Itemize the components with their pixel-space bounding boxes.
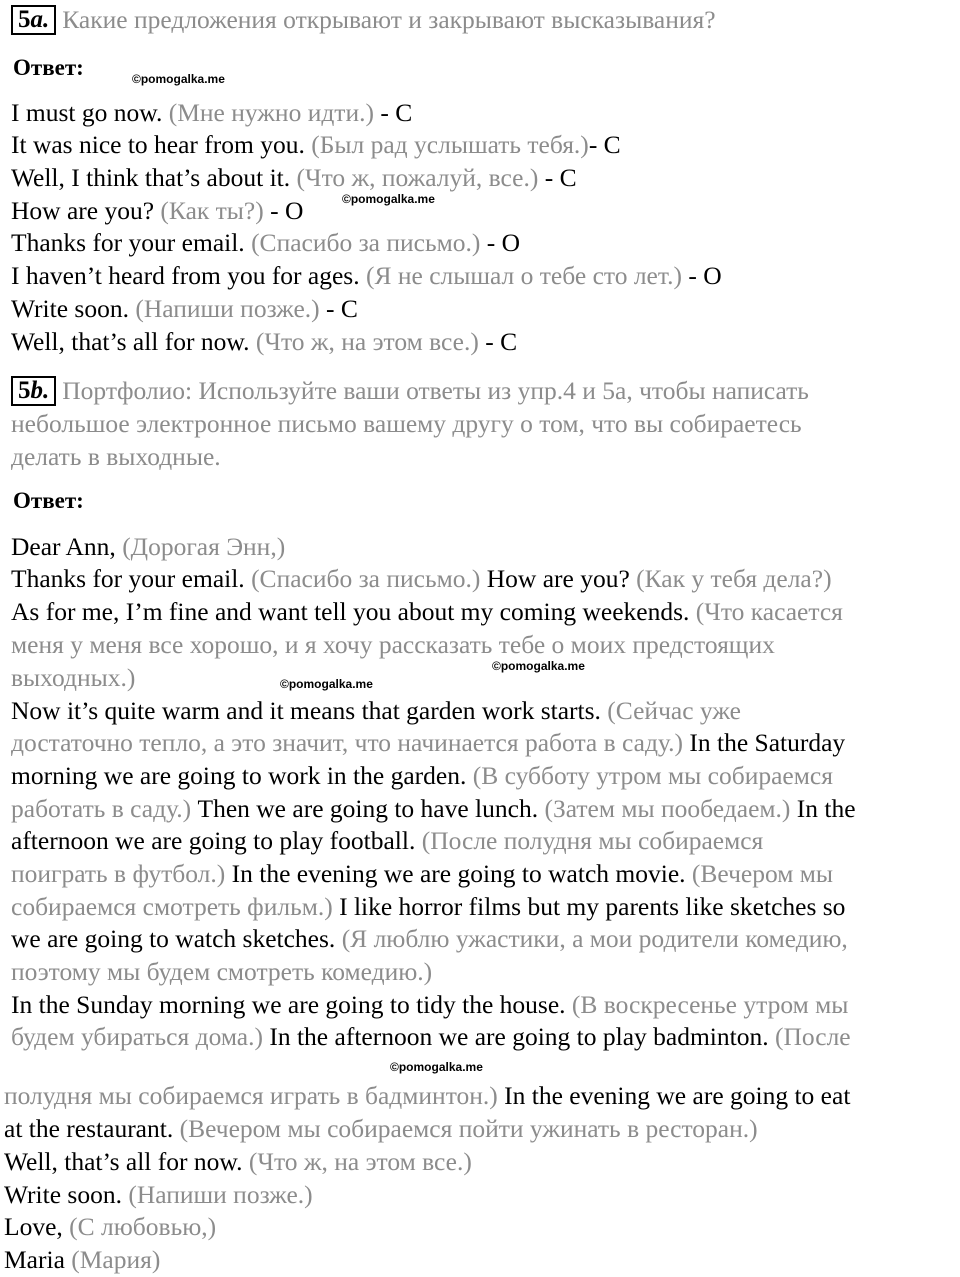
letter-line: будем убираться дома.) In the afternoon we are going to play badminton. (После [11, 1022, 851, 1051]
english-phrase: Thanks for your email. [11, 228, 245, 257]
letter-line: Well, that’s all for now. (Что ж, на этом все.) [4, 1147, 472, 1176]
exercise-5b-instruction-line: небольшое электронное письмо вашему другу о том, что вы собираетесь [11, 409, 802, 438]
letter-line: Thanks for your email. (Спасибо за письмо.) How are you? (Как у тебя дела?) [11, 564, 832, 593]
watermark: ©pomogalka.me [492, 659, 585, 673]
english-phrase: Write soon. [11, 294, 129, 323]
answer-line [11, 97, 412, 129]
russian-translation: (Был рад услышать тебя.) [311, 130, 589, 159]
answer-line [11, 162, 577, 194]
letter-line: поэтому мы будем смотреть комедию.) [11, 957, 433, 986]
english-phrase: Well, I think that’s about it. [11, 163, 291, 192]
exercise-5b-instruction-line: делать в выходные. [11, 442, 221, 471]
letter-line: собираемся смотреть фильм.) I like horror films but my parents like sketches so [11, 892, 846, 921]
open-close-mark: - O [681, 261, 722, 290]
open-close-mark: - O [263, 196, 304, 225]
letter-line: Maria (Мария) [4, 1245, 161, 1274]
letter-line: afternoon we are going to play football. (После полудня мы собираемся [11, 826, 764, 855]
exercise-5b-instruction-line: Портфолио: Используйте ваши ответы из упр.4 и 5a, чтобы написать [62, 376, 809, 405]
exercise-5b-tag: 5b. [11, 376, 56, 406]
exercise-5a-instruction: Какие предложения открывают и закрывают высказывания? [62, 5, 716, 34]
watermark: ©pomogalka.me [132, 72, 225, 86]
english-phrase: I haven’t heard from you for ages. [11, 261, 360, 290]
russian-translation: (Как ты?) [160, 196, 264, 225]
russian-translation: (Что ж, пожалуй, все.) [296, 163, 539, 192]
english-phrase: How are you? [11, 196, 155, 225]
letter-line: полудня мы собираемся играть в бадминтон.) In the evening we are going to eat [4, 1081, 851, 1110]
english-phrase: Well, that’s all for now. [11, 327, 250, 356]
russian-translation: (Спасибо за письмо.) [251, 228, 481, 257]
letter-line: at the restaurant. (Вечером мы собираемся пойти ужинать в ресторан.) [4, 1114, 758, 1143]
open-close-mark: - C [373, 98, 413, 127]
letter-line: выходных.) [11, 663, 136, 692]
russian-translation: (Я не слышал о тебе сто лет.) [365, 261, 682, 290]
answer-label-5a: Ответ: [13, 55, 84, 80]
letter-line: Write soon. (Напиши позже.) [4, 1180, 313, 1209]
letter-line: Now it’s quite warm and it means that garden work starts. (Сейчас уже [11, 696, 741, 725]
exercise-5a-heading [11, 4, 716, 36]
answer-line [11, 129, 621, 161]
answer-line [11, 326, 517, 358]
answer-line [11, 195, 303, 227]
letter-line: меня у меня все хорошо, и я хочу рассказать тебе о моих предстоящих [11, 630, 775, 659]
open-close-mark: - C [538, 163, 577, 192]
letter-line: Love, (С любовью,) [4, 1212, 217, 1241]
answer-label-5b: Ответ: [13, 488, 84, 513]
watermark: ©pomogalka.me [280, 677, 373, 691]
answer-line [11, 293, 358, 325]
letter-line: morning we are going to work in the garden. (В субботу утром мы собираемся [11, 761, 833, 790]
letter-line: Dear Ann, (Дорогая Энн,) [11, 532, 286, 561]
letter-line: поиграть в футбол.) In the evening we are going to watch movie. (Вечером мы [11, 859, 834, 888]
exercise-5b-heading [11, 375, 809, 407]
russian-translation: (Напиши позже.) [135, 294, 320, 323]
letter-line: достаточно тепло, а это значит, что начинается работа в саду.) In the Saturday [11, 728, 846, 757]
open-close-mark: - C [319, 294, 358, 323]
letter-line: we are going to watch sketches. (Я люблю ужастики, а мои родители комедию, [11, 924, 848, 953]
letter-line: работать в саду.) Then we are going to have lunch. (Затем мы пообедаем.) In the [11, 794, 856, 823]
open-close-mark: - C [588, 130, 621, 159]
answer-line [11, 260, 722, 292]
letter-line: In the Sunday morning we are going to tidy the house. (В воскресенье утром мы [11, 990, 849, 1019]
letter-line: As for me, I’m fine and want tell you about my coming weekends. (Что касается [11, 597, 843, 626]
watermark: ©pomogalka.me [390, 1060, 483, 1074]
english-phrase: I must go now. [11, 98, 163, 127]
open-close-mark: - C [478, 327, 518, 356]
watermark: ©pomogalka.me [342, 192, 435, 206]
russian-translation: (Мне нужно идти.) [168, 98, 374, 127]
russian-translation: (Что ж, на этом все.) [255, 327, 479, 356]
open-close-mark: - O [480, 228, 521, 257]
english-phrase: It was nice to hear from you. [11, 130, 305, 159]
exercise-5a-tag: 5a. [11, 5, 56, 35]
answer-line [11, 227, 520, 259]
